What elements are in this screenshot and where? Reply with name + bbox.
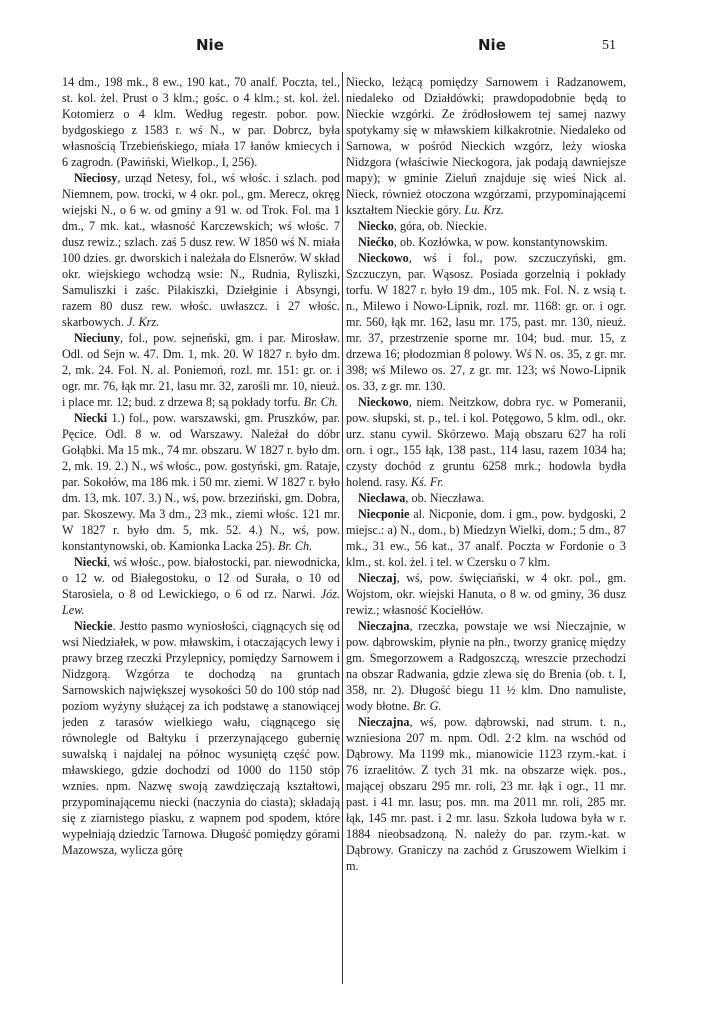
entry-text: al. Nicponie, dom. i gm., pow. bydgoski, 2 miejsc.: a) N., dom., b) Miedzyn Wielki, dom.; 5 dm., 87 mk., 31 ew., 56 kat., 37 analf. Poczta w Fordonie o 3 klm., st. kol. żel. i tel. w Czersku o 7 klm. <box>346 507 626 569</box>
entry-headword: Nieciosy <box>74 171 118 185</box>
dictionary-entry <box>62 74 340 170</box>
column-divider <box>342 72 343 984</box>
dictionary-entry <box>346 490 626 506</box>
dictionary-entry <box>346 234 626 250</box>
entry-headword: Nieczajna <box>358 715 410 729</box>
entry-signature: Lu. Krz. <box>464 203 504 217</box>
entry-headword: Nieczajna <box>358 619 410 633</box>
entry-text: , rzeczka, powstaje we wsi Nieczajnie, w pow. dąbrowskim, płynie na płn., tworzy granicę między gm. Smegorzowem a Radgoszczą, wreszcie przechodzi na obszar Radwania, gdzie zlewa się do Brenia (ob. t. I, 358, nr. 2). Długość biegu 11 ½ klm. Dno namuliste, wody błotne. <box>346 619 626 713</box>
page-number: 51 <box>602 38 616 53</box>
running-head-left: Nie <box>196 36 224 54</box>
entry-headword: Niecko <box>358 219 394 233</box>
entry-text: , góra, ob. Nieckie. <box>393 219 487 233</box>
dictionary-entry <box>62 554 340 618</box>
entry-text: , ob. Nieczława. <box>405 491 485 505</box>
entry-headword: Niecława <box>358 491 406 505</box>
entry-headword: Nieciuny <box>74 331 121 345</box>
entry-headword: Nieckowo <box>358 395 409 409</box>
left-column <box>62 74 340 858</box>
entry-signature: J. Krz. <box>126 315 160 329</box>
entry-signature: Józ. Lew. <box>62 587 340 617</box>
dictionary-entry <box>62 170 340 330</box>
entry-text: , urząd Netesy, fol., wś włośc. i szlach. pod Niemnem, pow. trocki, w 4 okr. pol., gm. Merecz, okręg wiejski N., o 6 w. od gminy a 91 w. od Trok. Fol. ma 1 dm., 7 mk. kat., własność Karczewskich; wś włośc. 7 dusz rewiz.; szlach. zaś 5 dusz rew. W 1850 wś N. miała 100 dzies. gr. dworskich i należała do Elsnerów. W skład okr. wiejskiego wchodzą wsie: N., Rudnia, Ryliszki, Samuliszki i zaśc. Pilakiszki, Dziełginie i Absyngi, razem 80 dusz rew. włośc. uwłaszcz. i 27 włośc. skarbowych. <box>62 171 340 329</box>
entry-headword: Niećko <box>358 235 394 249</box>
entry-text: , wś, pow. święciański, w 4 okr. pol., gm. Wojstom, okr. wiejski Hanuta, o 8 w. od gminy, 36 dusz rewiz.; własność Kociełłów. <box>346 571 626 617</box>
dictionary-entry <box>346 570 626 618</box>
entry-headword: Niecki <box>74 555 108 569</box>
page-header <box>0 36 720 58</box>
entry-headword: Nieckowo <box>358 251 409 265</box>
dictionary-entry <box>346 74 626 218</box>
running-head-right: Nie <box>478 36 506 54</box>
entry-signature: Kś. Fr. <box>410 475 444 489</box>
dictionary-entry <box>62 410 340 554</box>
dictionary-entry <box>346 250 626 394</box>
entry-text: , ob. Kozłówka, w pow. konstantynowskim. <box>393 235 608 249</box>
entry-headword: Nieckie <box>74 619 113 633</box>
entry-signature: Br. Ch. <box>303 395 338 409</box>
entry-text: Niecko, leżącą pomiędzy Sarnowem i Radzanowem, niedaleko od Działdówki; prawdopodobnie będą to Nieckie wzgórki. Ze źródłosłowem tej samej nazwy spotykamy się w mławskiem kilkakrotnie. Niedaleko od Sarnowa, w pośród Nieckich wzgórz, leży wioska Nidzgora (właściwie Nieckogora, jak podają dawniejsze mapy); w gminie Zieluń znajduje się wieś Nick al. Nieck, również otoczona wzgórzami, przypominającemi kształtem Nieckie góry. <box>346 75 626 217</box>
entry-text: 14 dm., 198 mk., 8 ew., 190 kat., 70 analf. Poczta, tel., st. kol. żel. Prust o 3 klm.; gośc. o 4 klm.; st. kol. żel. Kotomierz o 4 klm. Według regestr. pobor. pow. bydgoskiego z 1583 r. wś N., w par. Dobrcz, była własnością Trzebieńskiego, miała 17 łanów kmiecych i 6 zagrodn. (Pawiński, Wielkop., I, 256). <box>62 75 340 169</box>
dictionary-entry <box>346 218 626 234</box>
entry-headword: Nieczaj <box>358 571 397 585</box>
entry-signature: Br. G. <box>412 699 442 713</box>
entry-text: 1.) fol., pow. warszawski, gm. Pruszków, par. Pęcice. Odl. 8 w. od Warszawy. Należał do dóbr Gołąbki. Ma 15 mk., 74 mr. obszaru. W 1827 r. było dm. 2, mk. 19. 2.) N., wś włośc., pow. gostyński, gm. Rataje, par. Sokołów, ma 186 mk. i 50 mr. ziemi. W 1827 r. było dm. 13, mk. 107. 3.) N., wś, pow. brzeziński, gm. Dobra, par. Skoszewy. Ma 3 dm., 23 mk., ziemi włośc. 121 mr. W 1827 r. było dm. 5, mk. 52. 4.) N., wś, pow. konstantynowski, ob. Kamionka Lacka 25). <box>62 411 340 553</box>
entry-text: , fol., pow. sejneński, gm. i par. Mirosław. Odl. od Sejn w. 47. Dm. 1, mk. 20. W 1827 r. było dm. 2, mk. 24. Fol. N. al. Poniemoń, rozl. mr. 151: gr. or. i ogr. mr. 76, łąk mr. 21, lasu mr. 32, zarośli mr. 10, nieuż. i place mr. 12; bud. z drzewa 8; są pokłady torfu. <box>62 331 340 409</box>
dictionary-entry <box>62 618 340 858</box>
dictionary-entry <box>346 506 626 570</box>
right-column <box>346 74 626 874</box>
entry-headword: Niecki <box>74 411 108 425</box>
entry-text: , niem. Neitzkow, dobra ryc. w Pomeranii, pow. słupski, st. p., tel. i kol. Potęgowo, 5 klm. odl., okr. urz. stanu cywil. Skórzewo. Mają obszaru 627 ha roli orn. i ogr., 155 łąk, 138 past., 114 lasu, razem 1034 ha; czysty dochód z gruntu 6258 mrk.; hodowla bydła holend. rasy. <box>346 395 626 489</box>
entry-headword: Niecponie <box>358 507 410 521</box>
dictionary-entry <box>62 330 340 410</box>
entry-text: , wś i fol., pow. szczuczyński, gm. Szczuczyn, par. Wąsosz. Posiada gorzelnią i pokłady torfu. W 1827 r. było 19 dm., 105 mk. Fol. N. z wsią t. n., Milewo i Nowo-Lipnik, rozl. mr. 1168: gr. or. i ogr. mr. 560, łąk mr. 162, lasu mr. 175, past. mr. 130, nieuż. mr. 37, przestrzenie sporne mr. 104; bud. mur. 15, z drzewa 16; płodozmian 8 polowy. Wś N. os. 35, z gr. mr. 398; wś Milewo os. 27, z gr. mr. 123; wś Nowo-Lipnik os. 33, z gr. mr. 130. <box>346 251 626 393</box>
entry-text: . Jestto pasmo wyniosłości, ciągnących się od wsi Niedziałek, w pow. mławskim, i otaczających lewy i prawy brzeg rzeczki Przylepnicy, pomiędzy Sarnowem i Nidzgorą. Wzgórza te dochodzą na gruntach Sarnowskich największej wysokości 50 do 100 stóp nad poziom wyżyny służącej za ich podstawę a stanowiącej jeden z tarasów wielkiego wału, ciągnącego się równolegle od Bałtyku i przerzynającego gubernię suwalską i najdalej na północ wysuniętą część pow. mławskiego, gdzie dochodzi od 1000 do 1150 stóp wznies. npm. Nazwę swoją zawdzięczają kształtowi, przypominającemu niecki (naczynia do ciasta); składają się z ziarnistego piasku, z wapnem pod spodem, które wypełniają dziedzic Tarnowa. Długość pomiędzy górami Mazowsza, wylicza górę <box>62 619 340 857</box>
entry-text: , wś, pow. dąbrowski, nad strum. t. n., wzniesiona 207 m. npm. Odl. 2·2 klm. na wschód od Dąbrowy. Ma 1199 mk., mianowicie 1123 rzym.-kat. i 76 izraelitów. Z tych 31 mk. na obszarze więk. pos., mającej obszaru 295 mr. roli, 23 mr. łąk i ogr., 11 mr. past. i 41 mr. lasu; pos. mn. ma 2011 mr. roli, 285 mr. łąk, 145 mr. past. i 2 mr. lasu. Szkoła ludowa była w r. 1884 nieobsadzoną. N. należy do par. rzym.-kat. w Dąbrowy. Graniczy na zachód z Gruszowem Wielkim i m. <box>346 715 626 873</box>
entry-signature: Br. Ch. <box>277 539 313 553</box>
dictionary-entry <box>346 714 626 874</box>
dictionary-entry <box>346 394 626 490</box>
entry-text: , wś włośc., pow. białostocki, par. niewodnicka, o 12 w. od Białegostoku, o 12 od Surała, o 10 od Starosiela, o 8 od Lewickiego, o 6 od rz. Narwi. <box>62 555 340 601</box>
dictionary-entry <box>346 618 626 714</box>
